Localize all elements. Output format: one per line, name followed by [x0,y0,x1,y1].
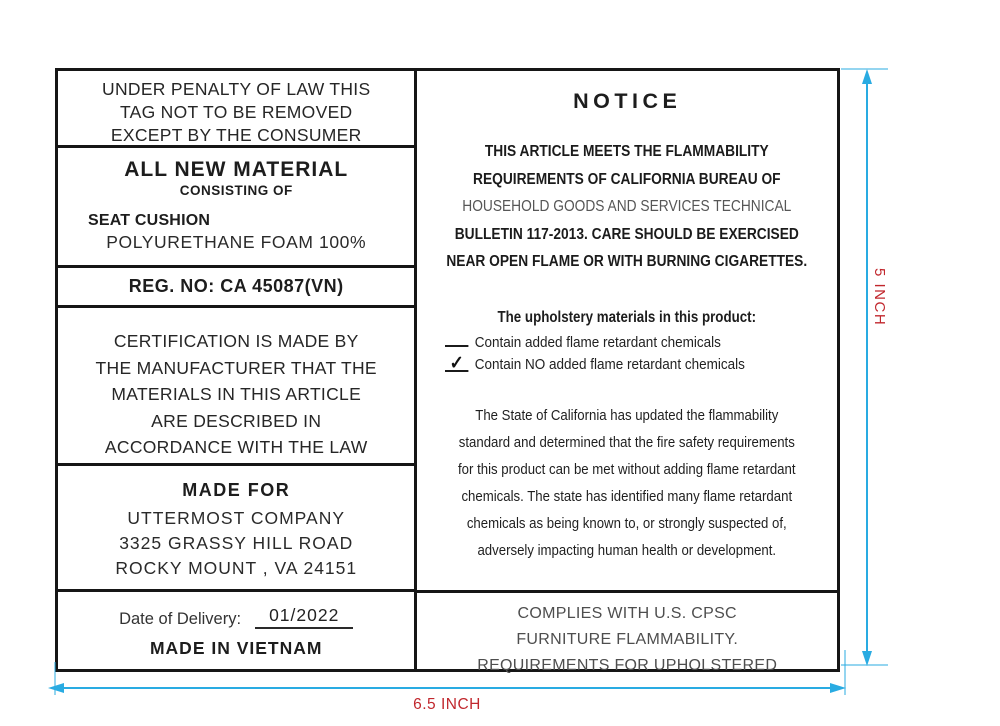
blank-line [445,331,468,347]
flammability-line: THIS ARTICLE MEETS THE FLAMMABILITY [485,143,770,160]
flammability-line: BULLETIN 117-2013. CARE SHOULD BE EXERCISED [455,225,800,243]
arrow-right-icon [830,683,846,693]
furniture-law-tag [55,68,840,672]
notice-title: NOTICE [573,89,682,113]
arrow-up-icon [862,69,872,84]
delivery-origin-section [58,592,414,669]
material-title: ALL NEW MATERIAL [124,158,349,181]
width-dimension-line [58,687,836,689]
penalty-line: UNDER PENALTY OF LAW THIS [102,79,371,99]
penalty-line: TAG NOT TO BE REMOVED [119,102,353,122]
material-composition: POLYURETHANE FOAM 100% [106,232,367,252]
material-subtitle: CONSISTING OF [179,183,293,198]
flammability-line: HOUSEHOLD GOODS AND SERVICES TECHNICAL [462,198,792,215]
state-paragraph-line: chemicals. The state has identified many flame retardant [461,487,793,505]
date-of-delivery-value: 01/2022 [255,605,353,629]
option-contain-no-added [445,354,797,377]
certification-line: THE MANUFACTURER THAT THE [95,357,377,378]
state-paragraph-line: The State of California has updated the flammability [475,406,779,424]
arrow-down-icon [862,651,872,666]
compliance-line: REQUIREMENTS FOR UPHOLSTERED [477,657,778,674]
certification-line: ACCORDANCE WITH THE LAW [104,437,368,457]
date-of-delivery-row [58,605,414,629]
width-dimension-label: 6.5 INCH [413,696,481,713]
checkmark-icon: ✓ [445,356,468,372]
state-paragraph-line: standard and determined that the fire safety requirements [459,433,796,451]
tag-right-column [417,71,837,674]
option-label: Contain NO added flame retardant chemicals [475,356,746,373]
penalty-line: EXCEPT BY THE CONSUMER [110,125,362,145]
state-paragraph-line: chemicals as being known to, or strongly suspected of, [467,514,788,532]
notice-section [417,71,837,593]
arrow-left-icon [48,683,64,693]
state-paragraph-line: for this product can be met without adding flame retardant [458,460,796,478]
tag-left-column [58,71,417,669]
registration-number: REG. NO: CA 45087(VN) [58,268,414,308]
flammability-line: REQUIREMENTS OF CALIFORNIA BUREAU OF [473,170,781,188]
made-in-country: MADE IN VIETNAM [149,638,323,658]
material-section [58,148,414,268]
company-name: UTTERMOST COMPANY [127,508,346,528]
option-label: Contain added flame retardant chemicals [475,333,722,351]
compliance-line: COMPLIES WITH U.S. CPSC [517,605,737,622]
compliance-line: FURNITURE FLAMMABILITY. [516,631,739,648]
company-address-city: ROCKY MOUNT , VA 24151 [115,558,358,578]
date-of-delivery-label: Date of Delivery: [119,610,242,628]
certification-line: MATERIALS IN THIS ARTICLE [111,384,362,404]
retardant-options [445,331,797,377]
flammability-paragraph [447,138,808,276]
made-for-section [58,466,414,592]
height-dimension-line [866,72,868,662]
option-contain-added [445,331,797,355]
upholstery-heading: The upholstery materials in this product: [497,308,757,326]
height-dimension-label: 5 INCH [871,268,888,327]
certification-section [58,308,414,466]
certification-line: ARE DESCRIBED IN [151,410,322,431]
flammability-line: NEAR OPEN FLAME OR WITH BURNING CIGARETTES. [446,253,808,270]
certification-line: CERTIFICATION IS MADE BY [113,331,359,351]
cpsc-compliance-section [417,593,837,674]
state-paragraph-line: adversely impacting human health or development. [477,541,777,559]
penalty-section [58,71,414,148]
company-address-street: 3325 GRASSY HILL ROAD [119,533,354,553]
state-of-california-paragraph [443,402,812,564]
material-item: SEAT CUSHION [88,212,211,229]
made-for-title: MADE FOR [182,480,291,500]
